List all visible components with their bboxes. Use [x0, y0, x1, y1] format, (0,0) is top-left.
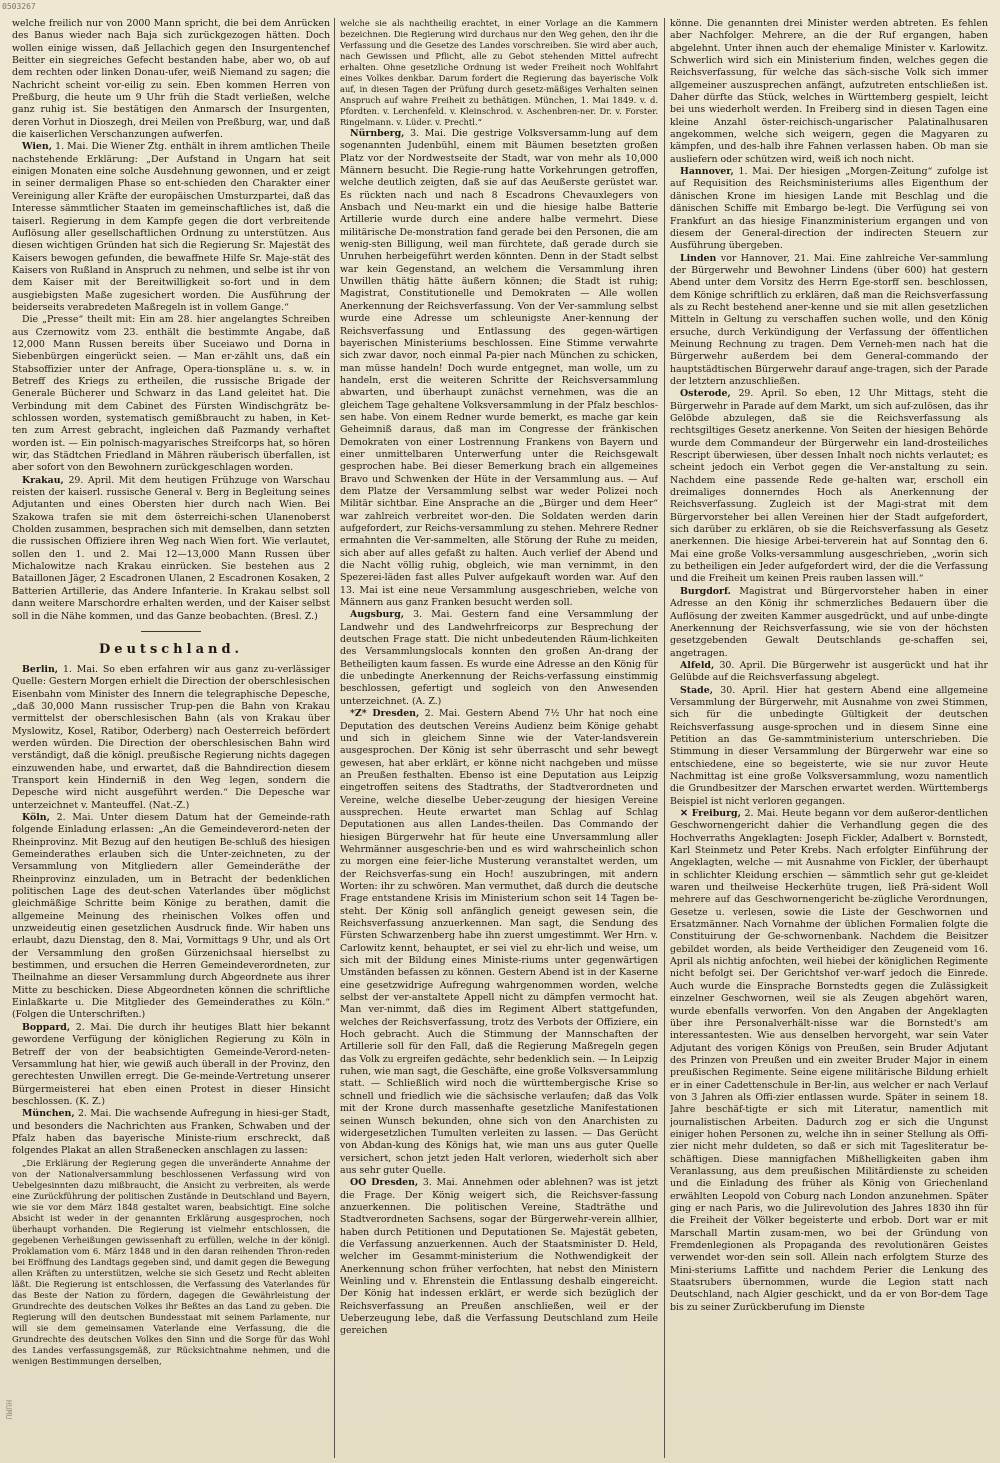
paragraph-text: welche sie als nachtheilig erachtet, in einer Vorlage an die Kammern bezeichnen. Die Regierung wird durchaus nur den Weg gehen, den ihr die Verfassung und die Gesetze des Landes vorschreiben. Sie wird aber auch, nach Gewissen und Pflicht, alle zu Gebot stehenden Mittel aufrecht erhalten. Ohne gesetzliche Ordnung ist weder Freiheit noch Wohlfahrt eines Volkes denkbar. Darum fordert die Regierung das bayerische Volk auf, in diesen Tagen der Prüfung durch gesetz-mäßiges Verhalten seinen Anspruch auf wahre Freiheit zu bethätigen. München, 1. Mai 1849. v. d. Pfordten. v. Lerchenfeld. v. Kleinschrod. v. Aschenbren-ner. Dr. v. Forster. Ringelmann. v. Lüder. v. Prechtl.“: [340, 18, 658, 127]
article-paragraph: [340, 1177, 658, 1337]
paragraph-text: 3. Mai. Die gestrige Volksversamm-lung auf dem sogenannten Judenbühl, einem mit Bäumen besetzten großen Platz vor der Nordwestseite der Stadt, war von mehr als 10,000 Männern besucht. Die Regie-rung hatte Vorkehrungen getroffen, welche deutlich zeigten, daß sie auf das Aeußerste gerüstet war. Es rückten nach und nach 8 Escadrons Chevauxlegers von Ansbach und Neu-markt ein und die hiesige halbe Batterie Artillerie wurde durch eine andere halbe vermehrt. Diese militärische De-monstration fand gerade bei den Personen, die am wenig-sten Billigung, weil man fürchtete, daß gerade durch sie Unruhen herbeigeführt werden könnten. Denn in der Stadt selbst war kein Gegenstand, an welchem die Versammlung ihren Unwillen thätig hätte äußern können; die Stadt ist ruhig; Magistrat, Constitutionelle und Demokraten — Alle wollen Anerkennung der Reichsverfassung. Von der Ver-sammlung selbst wurde eine Adresse um schleunigste Aner-kennung der Reichsverfassung und Entlassung des gegen-wärtigen bayerischen Ministeriums beschlossen. Eine Stimme verwahrte sich zwar davor, noch einmal Pa-pier nach München zu schicken, man müsse handeln! Doch wurde entgegnet, man wolle, um zu handeln, erst die weiteren Schritte der Reichsversammlung abwarten, und überhaupt zunächst vernehmen, was die an gleichem Tage gehaltene Volksversammlung in der Pfalz beschlos-sen habe. Von einem Redner wurde bemerkt, es mache gar kein Geheimniß daraus, daß man im Congresse der fränkischen Demokraten von einer Lostrennung Frankens von Bayern und einer unmittelbaren Unterwerfung unter die Reichsgewalt gesprochen habe. Bei dieser Bemerkung brach ein allgemeines Bravo und Schwenken der Hüte in der Versammlung aus. — Auf dem Platze der Versammlung selbst war weder Polizei noch Militär sichtbar. Eine Ansprache an die „Bürger und dem Heer“ war zahlreich verbreitet wor-den. Die Soldaten werden darin aufgefordert, zur Reichs-versammlung zu stehen. Mehrere Redner ermahnten die Ver-sammelten, alle Störung der Ruhe zu meiden, sich aber auf alles gefaßt zu halten. Auch verlief der Abend und die Nacht völlig ruhig, obgleich, wie man vernimmt, in den Spezerei-läden fast alles Pulver aufgekauft worden war. Auf den 13. Mai ist eine neue Versammlung ausgeschrieben, welche von Männern aus ganz Franken besucht werden soll.: [340, 128, 658, 609]
paragraph-text: 2. Mai. Die durch ihr heutiges Blatt hier bekannt gewordene Verfügung der königlichen Regierung zu Köln in Betreff der von der beabsichtigten Gemeinde-Verord-neten-Versammlung hat hier, wie gewiß auch überall in der Provinz, den gerechtesten Unwillen erregt. Die Ge-meinde-Vertretung unserer Bürgermeisterei hat eben einen Protest in dieser Hinsicht beschlossen. (K. Z.): [12, 1021, 330, 1107]
article-paragraph: [12, 314, 330, 474]
article-paragraph: [12, 812, 330, 1022]
paragraph-text: „Die Erklärung der Regierung gegen die unveränderte Annahme der von der Nationalversammlung beschlossenen Verfassung wird von Uebelgesinnten dazu mißbraucht, die Ansicht zu verbreiten, als werde eine Zurückführung der politischen Zustände in Deutschland und Bayern, wie sie vor dem März 1848 gestaltet waren, beabsichtigt. Eine solche Absicht ist weder in der genannten Erklärung ausgesprochen, noch überhaupt vorhanden. Die Regierung ist vielmehr entschlossen, die gegebenen Verheißungen gewissenhaft zu erfüllen, welche in der königl. Proklamation vom 6. März 1848 und in den daran reihenden Thron-reden bei Eröffnung des Landtags gegeben sind, und damit gegen die Bewegung allen Kräften zu unterstützen, welche sie sich Gesetz und Recht ableiten läßt. Die Regierung ist entschlossen, die Verfassung des Vaterlandes für das Beste der Nation zu fördern, dagegen die Gewährleistung der Grundrechte des deutschen Volkes ihr Beßtes an das Land zu geben. Die Regierung will den deutschen Bundesstaat mit seinem Parlamente, nur will sie dem gemeinsamen Vaterlande eine Verfassung, die die Grundrechte des deutschen Volkes den Sinn und die Sorge für das Wohl des Landes verfassungsgemäß, zur Rücksichtnahme nehmen, und die wenigen Bestimmungen derselben,: [12, 1157, 330, 1366]
dateline: OO Dresden,: [350, 1177, 419, 1189]
dateline: Burgdorf.: [680, 585, 731, 597]
proclamation-text: [12, 1158, 330, 1367]
article-paragraph: [670, 808, 988, 1314]
section-header: Deutschland.: [98, 641, 244, 657]
dateline: Krakau,: [22, 474, 64, 486]
article-paragraph: [12, 141, 330, 314]
dateline: Alfeld,: [680, 659, 715, 671]
dateline: Boppard,: [22, 1021, 71, 1033]
article-paragraph: [12, 664, 330, 812]
article-paragraph: [670, 253, 988, 389]
proclamation-text: [340, 18, 658, 128]
scan-id: 0503267: [2, 2, 36, 11]
paragraph-text: 2. Mai. Die wachsende Aufregung in hiesi-ger Stadt, und besonders die Nachrichten aus Franken, Schwaben und der Pfalz haben das bayerische Ministe-rium erschreckt, daß folgendes Plakat an allen Straßenecken anschlagen zu lassen:: [12, 1108, 330, 1157]
paragraph-text: vor Hannover, 21. Mai. Eine zahlreiche Ver-sammlung der Bürgerwehr und Bewohner Lindens (über 600) hat gestern Abend unter dem Vorsitz des Herrn Ege-storff sen. beschlossen, dem Könige schriftlich zu erklären, daß man die Reichsverfassung als zu Recht bestehend aner-kenne und sie mit allen gesetzlichen Mitteln in Geltung zu verschaffen suchen wolle, und den König ersuche, durch Verkündigung der Verfassung der öffentlichen Meinung Rechnung zu tragen. Dem Verneh-men nach hat die Bürgerwehr außerdem bei dem General-commando der hauptstädtischen Bürgerwehr darauf ange-tragen, sich der Parade der letztern anzuschließen.: [670, 252, 988, 387]
column-2: [340, 18, 658, 1458]
paragraph-text: 2. Mai. Unter diesem Datum hat der Gemeinde-rath folgende Einladung erlassen: „An die Gemeindeverord-neten der Rheinprovinz. Mit Bezug auf den heutigen Be-schluß des hiesigen Gemeinderathes erlauben sich die Unter-zeichneten, zu der Versammlung von Mitgliedern aller Gemeinderäthe der Rheinprovinz einzuladen, um in Betracht der bedenklichen politischen Lage des deut-schen Vaterlandes über möglichst gleichmäßige Schritte beim Könige zu berathen, damit die allgemeine Meinung des rheinischen Volkes offen und unzweideutig einen gesetzlichen Ausdruck finde. Wir haben uns erlaubt, dazu Dienstag, den 8. Mai, Vormittags 9 Uhr, und als Ort der Versammlung den großen Gürzenichsaal hierselbst zu bestimmen, und ersuchen die Herren Gemeindeverordneten, zur Theilnahme an dieser Versammlung durch Abgeordnete aus ihrer Mitte zu beschicken. Diese Abgeordneten können die schriftliche Einlaßkarte u. Die Mitglieder des Gemeinderathes zu Köln.“ (Folgen die Unterschriften.): [12, 811, 330, 1021]
paragraph-text: 2. Mai. Heute begann vor dem außeror-dentlichen Geschwornengericht dahier die Verhandlung gegen die des Hochverraths Angeklagten: Joseph Fickler, Adalbert v. Bornstedt, Karl Steinmetz und Peter Krebs. Nach erfolgter Einführung der Angeklagten, welche — mit Ausnahme von Fickler, der überhaupt in schlichter Kleidung erschien — sämmtlich sehr gut ge-kleidet waren und theilweise Heckerhüte trugen, ließ Prä-sident Woll mehrere auf das Geschwornengericht be-zügliche Verordnungen, Gesetze u. verlesen, sowie die Liste der Geschwornen und Ersatzmänner. Nach Vornahme der üblichen Formalien folgte die Constituirung der Ge-schwornenbank. Nachdem die Beisitzer gebildet worden, als beide Vertheidiger den Zeugeneid vom 16. April als nichtig anfochten, weil hiebei der königlichen Regimente nicht befolgt sei. Der Gerichtshof ver-warf jedoch die Einrede. Auch wurde die Einsprache Bornstedts gegen die Zulässigkeit einzelner Geschwornen, weil sie als Zeugen abgehört waren, wurde ebenfalls verworfen. Von den Angaben der Angeklagten über ihre Personalverhält-nisse war die Bornstedt's am interessantesten. Wie aus denselben hervorgeht, war sein Vater Adjutant des vorigen Königs von Preußen, sein Bruder Adjutant des Prinzen von Preußen und ein zweiter Bruder Major in einem preußischen Regimente. Seine eigene militärische Bildung erhielt er in einer Cadettenschule in Ber-lin, aus welcher er nach Verlauf von 3 Jahren als Offi-zier entlassen wurde. Später in seinem 18. Jahre beschäf-tigte er sich mit Literatur, namentlich mit journalistischen Arbeiten. Dadurch zog er sich die Ungunst einiger hohen Personen zu, welche ihn in seiner Stellung als Offi-zier nicht mehr duldeten, so daß er sich mit Tagesliteratur be-schäftigen. Diese mannigfachen Mißhelligkeiten gaben ihm Veranlassung, aus dem preußischen Militärdienste zu scheiden und die Einladung des früher als König von Griechenland erwählten Leopold von Coburg nach London anzunehmen. Später ging er nach Paris, wo die Julirevolution des Jahres 1830 ihn für die Freiheit der Völker begeisterte und erbob. Dort war er mit Marschall Martin zusam-men, wo bei der Gründung von Fremdenlegionen als Propaganda des revolutionären Geistes verwendet wor-den sein soll. Allein nach erfolgtem Sturze des Mini-steriums Laffitte und nachdem Perier die Lenkung des Staatsrubers übernommen, wurde die Legion statt nach Deutschland, nach Algier geschickt, und da er von Bor-dem Tage bis zu seiner Zurückberufung im Dienste: [670, 808, 988, 1313]
article-paragraph: [12, 475, 330, 623]
article-paragraph: [340, 708, 658, 1177]
paragraph-text: welche freilich nur von 2000 Mann spricht, die bei dem Anrücken des Banus wieder nach Baja sich zurückgezogen hätten. Doch wollen einige wissen, daß Jellachich gegen den Insurgentenchef Beitter ein siegreiches Gefecht bestanden habe, aber wo, ob auf dem rechten oder linken Donau-ufer, weiß Niemand zu sagen; die Nachricht scheint vor-eilig zu sein. Eben kommen Herren von Preßburg, die heute um 9 Uhr früh die Stadt verließen, welche ganz ruhig ist. Sie bestätigen den Anmarsch der Insurgenten, deren Vorhut in Dioszegh, drei Meilen von Preßburg, war, und daß die kaiserlichen Verschanzungen aufwerfen.: [12, 18, 330, 141]
dateline: ✕ Freiburg,: [680, 808, 741, 819]
dateline: Wien,: [22, 141, 52, 153]
dateline: Köln,: [22, 811, 50, 823]
column-rule-2: [664, 18, 665, 1458]
paragraph-text: 3. Mai. Annehmen oder ablehnen? was ist jetzt die Frage. Der König weigert sich, die Reichsver-fassung anzuerkennen. Die politischen Vereine, Stadträthe und Stadtverordneten Sachsens, sogar der Bürgerwehr-verein allhier, haben durch Petitionen und Deputationen Se. Majestät gebeten, die Verfassung anzuerkennen. Auch der Staatsminister D. Held, welcher im Gesammt-ministerium die Nothwendigkeit der Anerkennung schon früher verfochten, hat nebst den Ministern Weinling und v. Ehrenstein die Entlassung deshalb eingereicht. Der König hat indessen erklärt, er werde sich bezüglich der Reichsverfassung an Preußen anschließen, weil er der Ueberzeugung lebe, daß die Verfassung Deutschland zum Heile gereichen: [340, 1177, 658, 1337]
section-separator: [141, 631, 201, 632]
dateline: Osterode,: [680, 388, 731, 400]
article-paragraph: [670, 388, 988, 586]
dateline: Stade,: [680, 684, 713, 696]
article-paragraph: [340, 128, 658, 609]
dateline: Hannover,: [680, 166, 734, 178]
dateline: Nürnberg,: [350, 128, 405, 139]
article-paragraph: [12, 18, 330, 141]
dateline: *Z* Dresden,: [350, 708, 420, 720]
paragraph-text: 1. Mai. So eben erfahren wir aus ganz zu-verlässiger Quelle: Gestern Morgen erhielt die Direction der oberschlesischen Eisenbahn vom Minister des Innern die telegraphische Depesche, „daß 30,000 Mann russischer Trup-pen die Bahn von Krakau vermittelst der oberschlesischen Bahn (als von Krakau über Myslowitz, Kosel, Ratibor, Oderberg) nach Oesterreich befördert werden würden. Die Direction der oberschlesischen Bahn wird verständigt, daß die königl. preußische Regierung nichts dagegen einzuwenden habe, und erwartet, daß die Bahndirection diesem Transport kein Hinderniß in den Weg legen, sondern die Depesche wird nicht ausgeführt werden.“ Die Depesche war unterzeichnet v. Manteuffel. (Nat.-Z.): [12, 663, 330, 811]
article-paragraph: [670, 166, 988, 252]
column-3: [670, 18, 988, 1458]
paragraph-text: 1. Mai. Die Wiener Ztg. enthält in ihrem amtlichen Theile nachstehende Erklärung: „Der Aufstand in Ungarn hat seit einigen Monaten eine solche Ausdehnung gewonnen, und er zeigt in seiner dermaligen Phase so ent-schieden den Charakter einer Vereinigung aller Kräfte der europäischen Umsturzpartei, daß das Interesse sämmtlicher Staaten im gemeinschaftliches ist, daß die taiserl. Regierung in dem Kampfe gegen die dort verbreitende Auflösung aller gesellschaftlichen Ordnung zu unterstützen. Aus diesen wichtigen Gründen hat sich die Regierung Sr. Majestät des Kaisers bewogen gefunden, die bewaffnete Hilfe Sr. Maje-stät des Kaisers von Rußland in Anspruch zu nehmen, und selbe ist ihr von dem Kaiser mit der Bereitwilligkeit so-fort und in dem ausgiebigsten Maße zugesichert worden. Die Ausführung der beiderseits verabredeten Maßregeln ist in vollem Gange.“: [12, 141, 330, 313]
article-paragraph: [670, 685, 988, 808]
paragraph-text: 29. April. So eben, 12 Uhr Mittags, steht die Bürgerwehr in Parade auf dem Markt, um sich auf-zulösen, das ihr Gelöbde abzulegen, daß sie die Reichsverfassung als rechtsgiltiges Gesetz anerkenne. Von Seiten der hiesigen Behörde wurde dem Commandeur der Bürgerwehr ein land-drosteiliches Rescript überwiesen, über dessen Inhalt noch nichts verlautet; es scheint jedoch ein Verbot gegen die Ver-anstaltung zu sein. Nachdem eine passende Rede ge-halten war, erscholl ein dreimaliges donnerndes Hoch als Anerkennung der Reichsverfassung. Zugleich ist der Magi-strat mit dem Bürgervorsteher bei allen Vereinen hier der Stadt aufgefordert, sich darüber zu erklären, ob sie die Reichsverfassung als Gesetz anerkennen. Die hiesige Arbei-terverein hat auf Sonntag den 6. Mai eine große Volks-versammlung ausgeschrieben, „worin sich zu betheiligen ein Jeder aufgefordert wird, der die die Verfassung und die Freiheit um keinen Preis rauben lassen will.“: [670, 388, 988, 585]
dateline: Linden: [680, 252, 717, 264]
article-paragraph: [12, 1022, 330, 1108]
binding-mark: HUMU: [4, 1400, 13, 1420]
dateline: Augsburg,: [350, 609, 405, 621]
article-paragraph: [670, 586, 988, 660]
paragraph-text: 29. April. Mit dem heutigen Frühzuge von Warschau reisten der kaiserl. russische General v. Berg in Begleitung seines Adjutanten und eines Obersten hier durch nach Wien. Bei Szakowa trafen sie mit dem österreichi-schen Ulanenoberst Cholden zusammen, besprachen sich mit demselben, dann setzten die russischen Offiziere ihren Weg nach Wien fort. Wie verlautet, sollen den 1. und 2. Mai 12—13,000 Mann Russen über Michalowitze nach Krakau einrücken. Sie bestehen aus 2 Bataillonen Jäger, 2 Escadronen Ulanen, 2 Escadronen Kosaken, 2 Batterien Artillerie, das Andere Infanterie. In Krakau selbst soll dann weitere Marschordre erhalten werden, und der Kaiser selbst soll in die Nähe kommen, und das Ganze beobachten. (Bresl. Z.): [12, 474, 330, 622]
column-1: [12, 18, 330, 1458]
paragraph-text: 3. Mai. Gestern fand eine Versammlung der Landwehr und des Landwehrfreicorps zur Besprechung der deutschen Frage statt. Die nicht unbedeutenden Räum-lichkeiten des Versammlungslocals konnten den großen An-drang der Betheiligten kaum fassen. Es wurde eine Adresse an den König für die unbedingte Anerkennung der Reichs-verfassung einstimmig beschlossen, gefertigt und sogleich von den Anwesenden unterzeichnet. (A. Z.): [340, 609, 658, 707]
paragraph-text: 30. April. Die Bürgerwehr ist ausgerückt und hat ihr Gelübde auf die Reichsverfassung abgelegt.: [670, 659, 988, 684]
dateline: München,: [22, 1108, 75, 1120]
article-paragraph: [340, 609, 658, 708]
article-paragraph: [12, 1108, 330, 1157]
paragraph-text: Magistrat und Bürgervorsteher haben in einer Adresse an den König ihr schmerzliches Bedauern über die Auflösung der zweiten Kammer ausgedrückt, und auf unbe-dingte Anerkennung der Reichsverfassung, wie sie von der höchsten gesetzgebenden Gewalt Deutschlands ge-schaffen sei, angetragen.: [670, 585, 988, 659]
paragraph-text: könne. Die genannten drei Minister werden abtreten. Es fehlen aber Nachfolger. Mehrere, an die der Ruf ergangen, haben abgelehnt. Unter ihnen auch der ehemalige Minister v. Karlowitz. Schwerlich wird sich ein Ministerium finden, welches gegen die Reichsverfassung, für welche das säch-sische Volk sich immer allgemeiner auszusprechen anfängt, aufzutreten entschließen ist. Daher dürfte das Stück, welches in Württemberg gespielt, leicht bei uns wiederholt werden. In Freiberg sind in diesen Tagen eine kleine Anzahl öster-reichisch-ungarischer Palatinalhusaren angekommen, welche sich weigern, gegen die Magyaren zu kämpfen, und des-halb ihre Fahnen verlassen haben. Ob man sie ausliefern oder schützen wird, weiß ich noch nicht.: [670, 18, 988, 165]
article-paragraph: [670, 660, 988, 685]
column-rule-1: [334, 18, 335, 1458]
article-paragraph: [670, 18, 988, 166]
dateline: Berlin,: [22, 663, 59, 675]
paragraph-text: 2. Mai. Gestern Abend 7½ Uhr hat noch eine Deputation des deutschen Vereins Audienz beim Könige gehabt und sich in gleichem Sinne wie der Vater-landsverein ausgesprochen. Der König ist sehr überrascht und sehr bewegt gewesen, hat aber erklärt, er könne nicht nachgeben und müsse an Preußen festhalten. Ebenso ist eine Deputation aus Leipzig eingetroffen seitens des Stadtraths, der Stadtverordneten und Vereine, welche dieselbe Ueber-zeugung der hiesigen Vereine aussprechen. Heute erwartet man Schlag auf Schlag Deputationen aus allen Landes-theilen. Das Commando der hiesigen Bürgerwehr hat für heute eine Unversammlung aller Wehrmänner ausgeschrie-ben und es wird wahrscheinlich schon zu morgen eine feier-liche Musterung veranstaltet werden, um der Reichsverfas-sung ein Hoch! auszubringen, mit andern Worten: ihr zu schwören. Man vermuthet, daß durch die deutsche Frage entstandene Krisis im Ministerium schon seit 14 Tagen be-steht. Der König soll anfänglich geneigt gewesen sein, die Reichsverfassung anzuerkennen. Man sagt, die Sendung des Fürsten Schwarzenberg habe ihn zuerst umgestimmt. Wer Hrn. v. Carlowitz kennt, behauptet, er sei viel zu ehr-lich und weise, um sich mit der Bildung eines Ministe-riums unter gegenwärtigen Umständen befassen zu können. Gestern Abend ist in der Kaserne eine gesetzwidrige Aufregung wahrgenommen worden, welche selbst der ver-anstaltete Appell nicht zu dämpfen vermocht hat. Man ver-nimmt, daß dies im Regiment Albert stattgefunden, welches der Reichsverfassung, trotz des Verbots der Offiziere, ein Hoch gebracht. Auch die Stimmung der Mannschaften der Artillerie soll für den Fall, daß die Regierung Maßregeln gegen das Volk zu ergreifen gedächte, sehr bedenklich sein. — In Leipzig ruhen, wie man sagt, die Geschäfte, eine große Volksversammlung statt. — Schließlich wird noch die württembergische Krise so schnell und friedlich wie die sächsische verlaufen; daß das Volk mit der Krone durch massenhafte gesetzliche Manifestationen seinen Wunsch bekunden, ohne sich von den Anarchisten zu widergesetzlichen Tumulten verleiten zu lassen. — Das Gerücht von Abdan-kung des Königs hat, wie man uns aus guter Quelle versichert, schon jetzt jeden Halt verloren, wiederholt sich aber aus sehr guter Quelle.: [340, 708, 658, 1176]
paragraph-text: Die „Presse“ theilt mit: Ein am 28. hier angelangtes Schreiben aus Czernowitz vom 23. enthält die bestimmte Angabe, daß 12,000 Mann Russen bereits über Suceiawo und Dorna in Siebenbürgen eingerückt seien. — Man er-zählt uns, daß ein Stabsoffizier unter der Anfrage, Opera-tionspläne u. s. w. in Betreff des Kriegs zu ertheilen, die russische Brigade der Generale Bücherer und Schwarz in das Land geleitet hat. Die Verbindung mit dem Cabinet des Fürsten Windischgrätz be-schlossen worden, systematisch gemißbraucht zu haben, in Ket-ten zum Arrest gebracht, ingleichen daß Pazmandy verhaftet worden ist. — Ein polnisch-magyarisches Streifcorps hat, so hören wir, das Städtchen Friedland in Mähren räuberisch überfallen, ist aber sofort von den Bewohnern zurückgeschlagen worden.: [12, 314, 330, 474]
paragraph-text: 1. Mai. Der hiesigen „Morgen-Zeitung“ zufolge ist auf Requisition des Reichsministeriums alles Eigenthum der dänischen Krone im hiesigen Lande mit Beschlag und die dänischen Schiffe mit Embargo be-legt. Die Verfügung sei von Frankfurt an das hiesige Finanzministerium ergangen und von diesem der General-direction der indirecten Steuern zur Ausführung übergeben.: [670, 166, 988, 252]
paragraph-text: 30. April. Hier hat gestern Abend eine allgemeine Versammlung der Bürgerwehr, mit Ausnahme von zwei Stimmen, sich für die unbedingte Gültigkeit der deutschen Reichsverfassung ausge-sprochen und in diesem Sinne eine Petition an das Ge-sammtministerium unterschrieben. Die Stimmung in dieser Versammlung der Bürgerwehr war eine so entschiedene, eine so begeisterte, wie sie nur zuvor Heute Nachmittag ist eine große Volksversammlung, wozu namentlich die Grundbesitzer der Marschen erwartet werden. Württembergs Beispiel ist nicht verloren gegangen.: [670, 684, 988, 807]
